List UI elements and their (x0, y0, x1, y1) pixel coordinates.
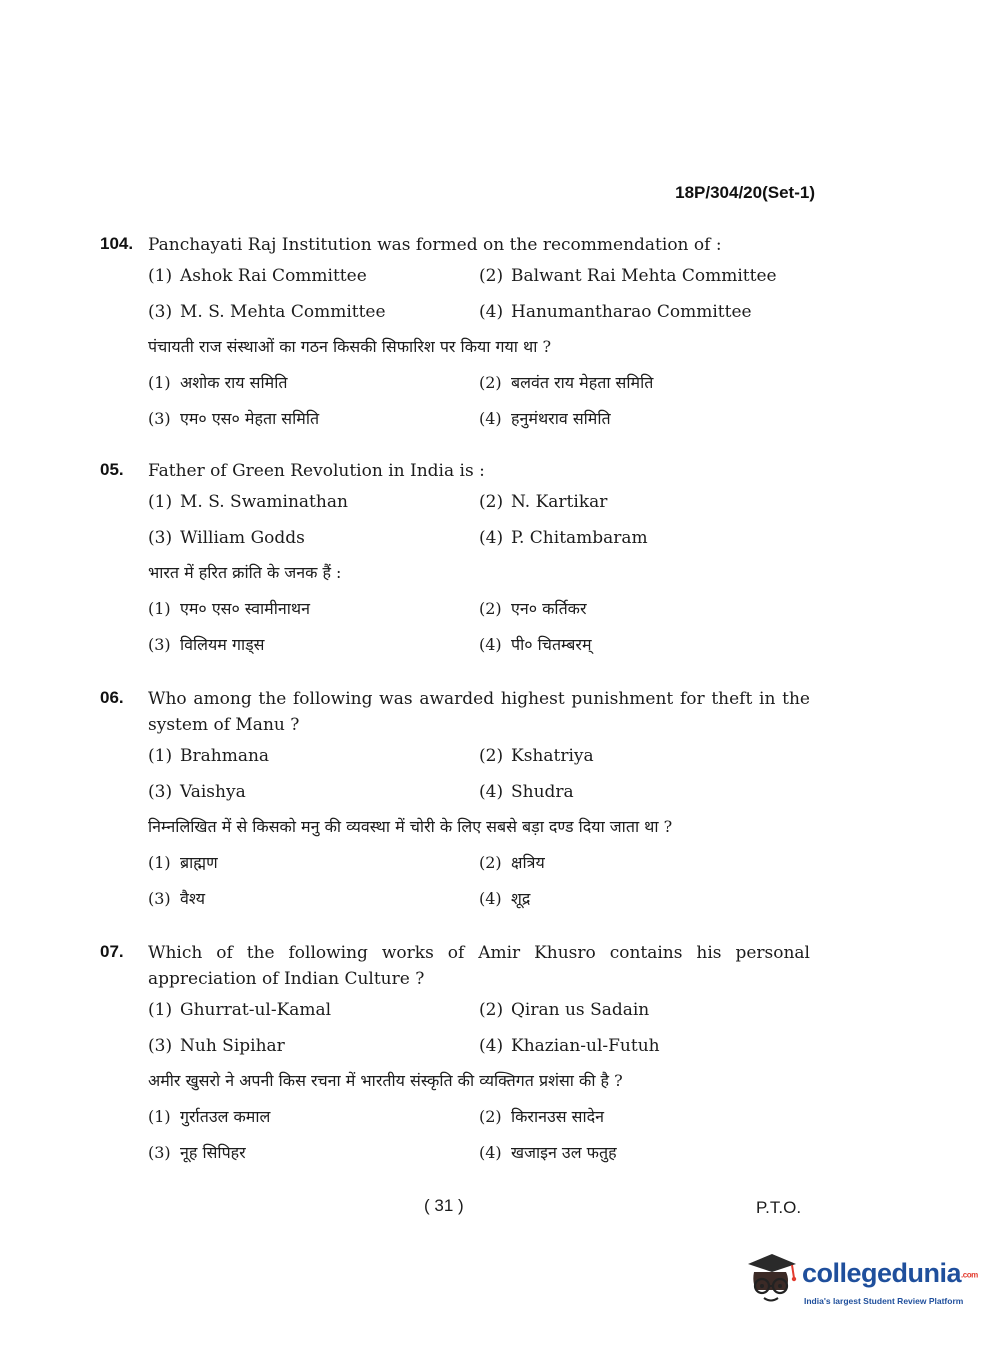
option-number: (3) (148, 1036, 173, 1056)
option-text: Qiran us Sadain (511, 1000, 650, 1020)
option-text: एन० कर्तिकर (511, 599, 587, 618)
hindi-option-4 (479, 407, 810, 429)
option-number: (3) (148, 635, 171, 654)
option-number: (2) (479, 853, 502, 872)
hindi-options-row (148, 880, 810, 916)
option-text: Nuh Sipihar (180, 1036, 285, 1056)
question-text: Who among the following was awarded highest punishment for theft in the system of Manu ? (148, 689, 810, 735)
option-3 (148, 302, 479, 322)
option-text: गुर्रातउल कमाल (180, 1107, 271, 1126)
hindi-option-3 (148, 407, 479, 429)
option-number: (4) (479, 635, 502, 654)
question-line (100, 232, 810, 258)
option-text: N. Kartikar (511, 492, 608, 512)
option-text: Balwant Rai Mehta Committee (511, 266, 777, 286)
option-text: Shudra (511, 782, 574, 802)
student-mascot-icon (742, 1250, 800, 1310)
option-number: (1) (148, 746, 173, 766)
hindi-option-4 (479, 633, 810, 655)
option-number: (1) (148, 492, 173, 512)
option-text: Vaishya (180, 782, 246, 802)
pto-label: P.T.O. (756, 1198, 802, 1217)
option-3 (148, 528, 479, 548)
option-text: Hanumantharao Committee (511, 302, 752, 322)
option-number: (4) (479, 302, 504, 322)
option-number: (3) (148, 528, 173, 548)
option-text: Ghurrat-ul-Kamal (180, 1000, 332, 1020)
option-text: नूह सिपिहर (180, 1143, 246, 1162)
english-options (148, 484, 810, 556)
question-block (100, 940, 810, 1170)
question-block (100, 458, 810, 662)
hindi-options-row (148, 844, 810, 880)
option-text: Brahmana (180, 746, 270, 766)
option-number: (4) (479, 782, 504, 802)
option-text: अशोक राय समिति (180, 373, 288, 392)
option-text: M. S. Mehta Committee (180, 302, 386, 322)
question-text: Which of the following works of Amir Khusro contains his personal appreciation of Indian Culture ? (148, 943, 810, 989)
hindi-options-row (148, 364, 810, 400)
hindi-option-1 (148, 1105, 479, 1127)
option-number: (1) (148, 853, 171, 872)
hindi-question-text: पंचायती राज संस्थाओं का गठन किसकी सिफारिश पर किया गया था ? (148, 337, 552, 356)
option-text: हनुमंथराव समिति (511, 409, 611, 428)
option-2 (479, 746, 810, 766)
question-number: 05. (100, 460, 124, 479)
option-number: (3) (148, 1143, 171, 1162)
option-1 (148, 746, 479, 766)
question-block (100, 686, 810, 916)
hindi-option-2 (479, 1105, 810, 1127)
hindi-question-text: भारत में हरित क्रांति के जनक हैं : (148, 563, 342, 582)
hindi-option-2 (479, 597, 810, 619)
option-4 (479, 1036, 810, 1056)
option-number: (1) (148, 266, 173, 286)
option-text: किरानउस सादेन (511, 1107, 605, 1126)
question-line (100, 686, 810, 738)
question-text: Panchayati Raj Institution was formed on the recommendation of : (148, 235, 722, 255)
option-2 (479, 266, 810, 286)
option-text: M. S. Swaminathan (180, 492, 348, 512)
option-number: (4) (479, 1143, 502, 1162)
hindi-options-row (148, 1098, 810, 1134)
option-text: ब्राह्मण (180, 853, 218, 872)
question-number: 07. (100, 942, 124, 961)
hindi-options-row (148, 626, 810, 662)
option-text: William Godds (180, 528, 305, 548)
option-text: खजाइन उल फतुह (511, 1143, 617, 1162)
option-3 (148, 782, 479, 802)
hindi-question-text: अमीर खुसरो ने अपनी किस रचना में भारतीय संस्कृति की व्यक्तिगत प्रशंसा की है ? (148, 1071, 623, 1090)
option-3 (148, 1036, 479, 1056)
hindi-option-4 (479, 887, 810, 909)
option-number: (1) (148, 1000, 173, 1020)
option-number: (1) (148, 373, 171, 392)
hindi-option-4 (479, 1141, 810, 1163)
hindi-option-3 (148, 887, 479, 909)
option-number: (3) (148, 302, 173, 322)
option-number: (3) (148, 782, 173, 802)
option-number: (2) (479, 492, 504, 512)
option-text: Khazian-ul-Futuh (511, 1036, 660, 1056)
hindi-options-row (148, 1134, 810, 1170)
option-number: (1) (148, 1107, 171, 1126)
option-number: (2) (479, 373, 502, 392)
english-options (148, 258, 810, 330)
brand-tagline: India's largest Student Review Platform (804, 1296, 964, 1306)
hindi-options-row (148, 400, 810, 436)
option-number: (4) (479, 528, 504, 548)
option-number: (4) (479, 1036, 504, 1056)
question-number: 104. (100, 234, 134, 253)
option-2 (479, 1000, 810, 1020)
hindi-option-1 (148, 597, 479, 619)
question-line (100, 940, 810, 992)
option-number: (3) (148, 409, 171, 428)
option-text: क्षत्रिय (511, 853, 545, 872)
option-text: एम० एस० स्वामीनाथन (180, 599, 310, 618)
option-number: (2) (479, 599, 502, 618)
hindi-option-3 (148, 1141, 479, 1163)
page-number: ( 31 ) (424, 1196, 464, 1215)
question-number: 06. (100, 688, 124, 707)
option-text: एम० एस० मेहता समिति (180, 409, 320, 428)
option-number: (2) (479, 1000, 504, 1020)
option-text: शूद्र (511, 889, 531, 908)
option-1 (148, 492, 479, 512)
option-number: (2) (479, 746, 504, 766)
hindi-option-3 (148, 633, 479, 655)
hindi-option-1 (148, 851, 479, 873)
option-text: बलवंत राय मेहता समिति (511, 373, 654, 392)
hindi-options-row (148, 590, 810, 626)
option-4 (479, 782, 810, 802)
option-number: (2) (479, 1107, 502, 1126)
question-line (100, 458, 810, 484)
option-text: Kshatriya (511, 746, 594, 766)
collegedunia-logo[interactable] (742, 1250, 978, 1312)
hindi-option-1 (148, 371, 479, 393)
option-2 (479, 492, 810, 512)
option-number: (4) (479, 889, 502, 908)
option-text: पी० चितम्बरम् (511, 635, 592, 654)
option-number: (4) (479, 409, 502, 428)
question-block (100, 232, 810, 436)
option-text: वैश्य (180, 889, 205, 908)
option-1 (148, 266, 479, 286)
english-options (148, 738, 810, 810)
question-text: Father of Green Revolution in India is : (148, 461, 485, 481)
brand-name: collegedunia.com (802, 1258, 978, 1288)
hindi-question-text: निम्नलिखित में से किसको मनु की व्यवस्था में चोरी के लिए सबसे बड़ा दण्ड दिया जाता था ? (148, 817, 673, 836)
option-text: P. Chitambaram (511, 528, 648, 548)
hindi-option-2 (479, 371, 810, 393)
paper-code: 18P/304/20(Set-1) (675, 183, 815, 202)
english-options (148, 992, 810, 1064)
option-4 (479, 528, 810, 548)
option-text: विलियम गाड्स (180, 635, 265, 654)
option-4 (479, 302, 810, 322)
option-number: (3) (148, 889, 171, 908)
option-text: Ashok Rai Committee (180, 266, 367, 286)
option-number: (1) (148, 599, 171, 618)
hindi-option-2 (479, 851, 810, 873)
option-number: (2) (479, 266, 504, 286)
option-1 (148, 1000, 479, 1020)
